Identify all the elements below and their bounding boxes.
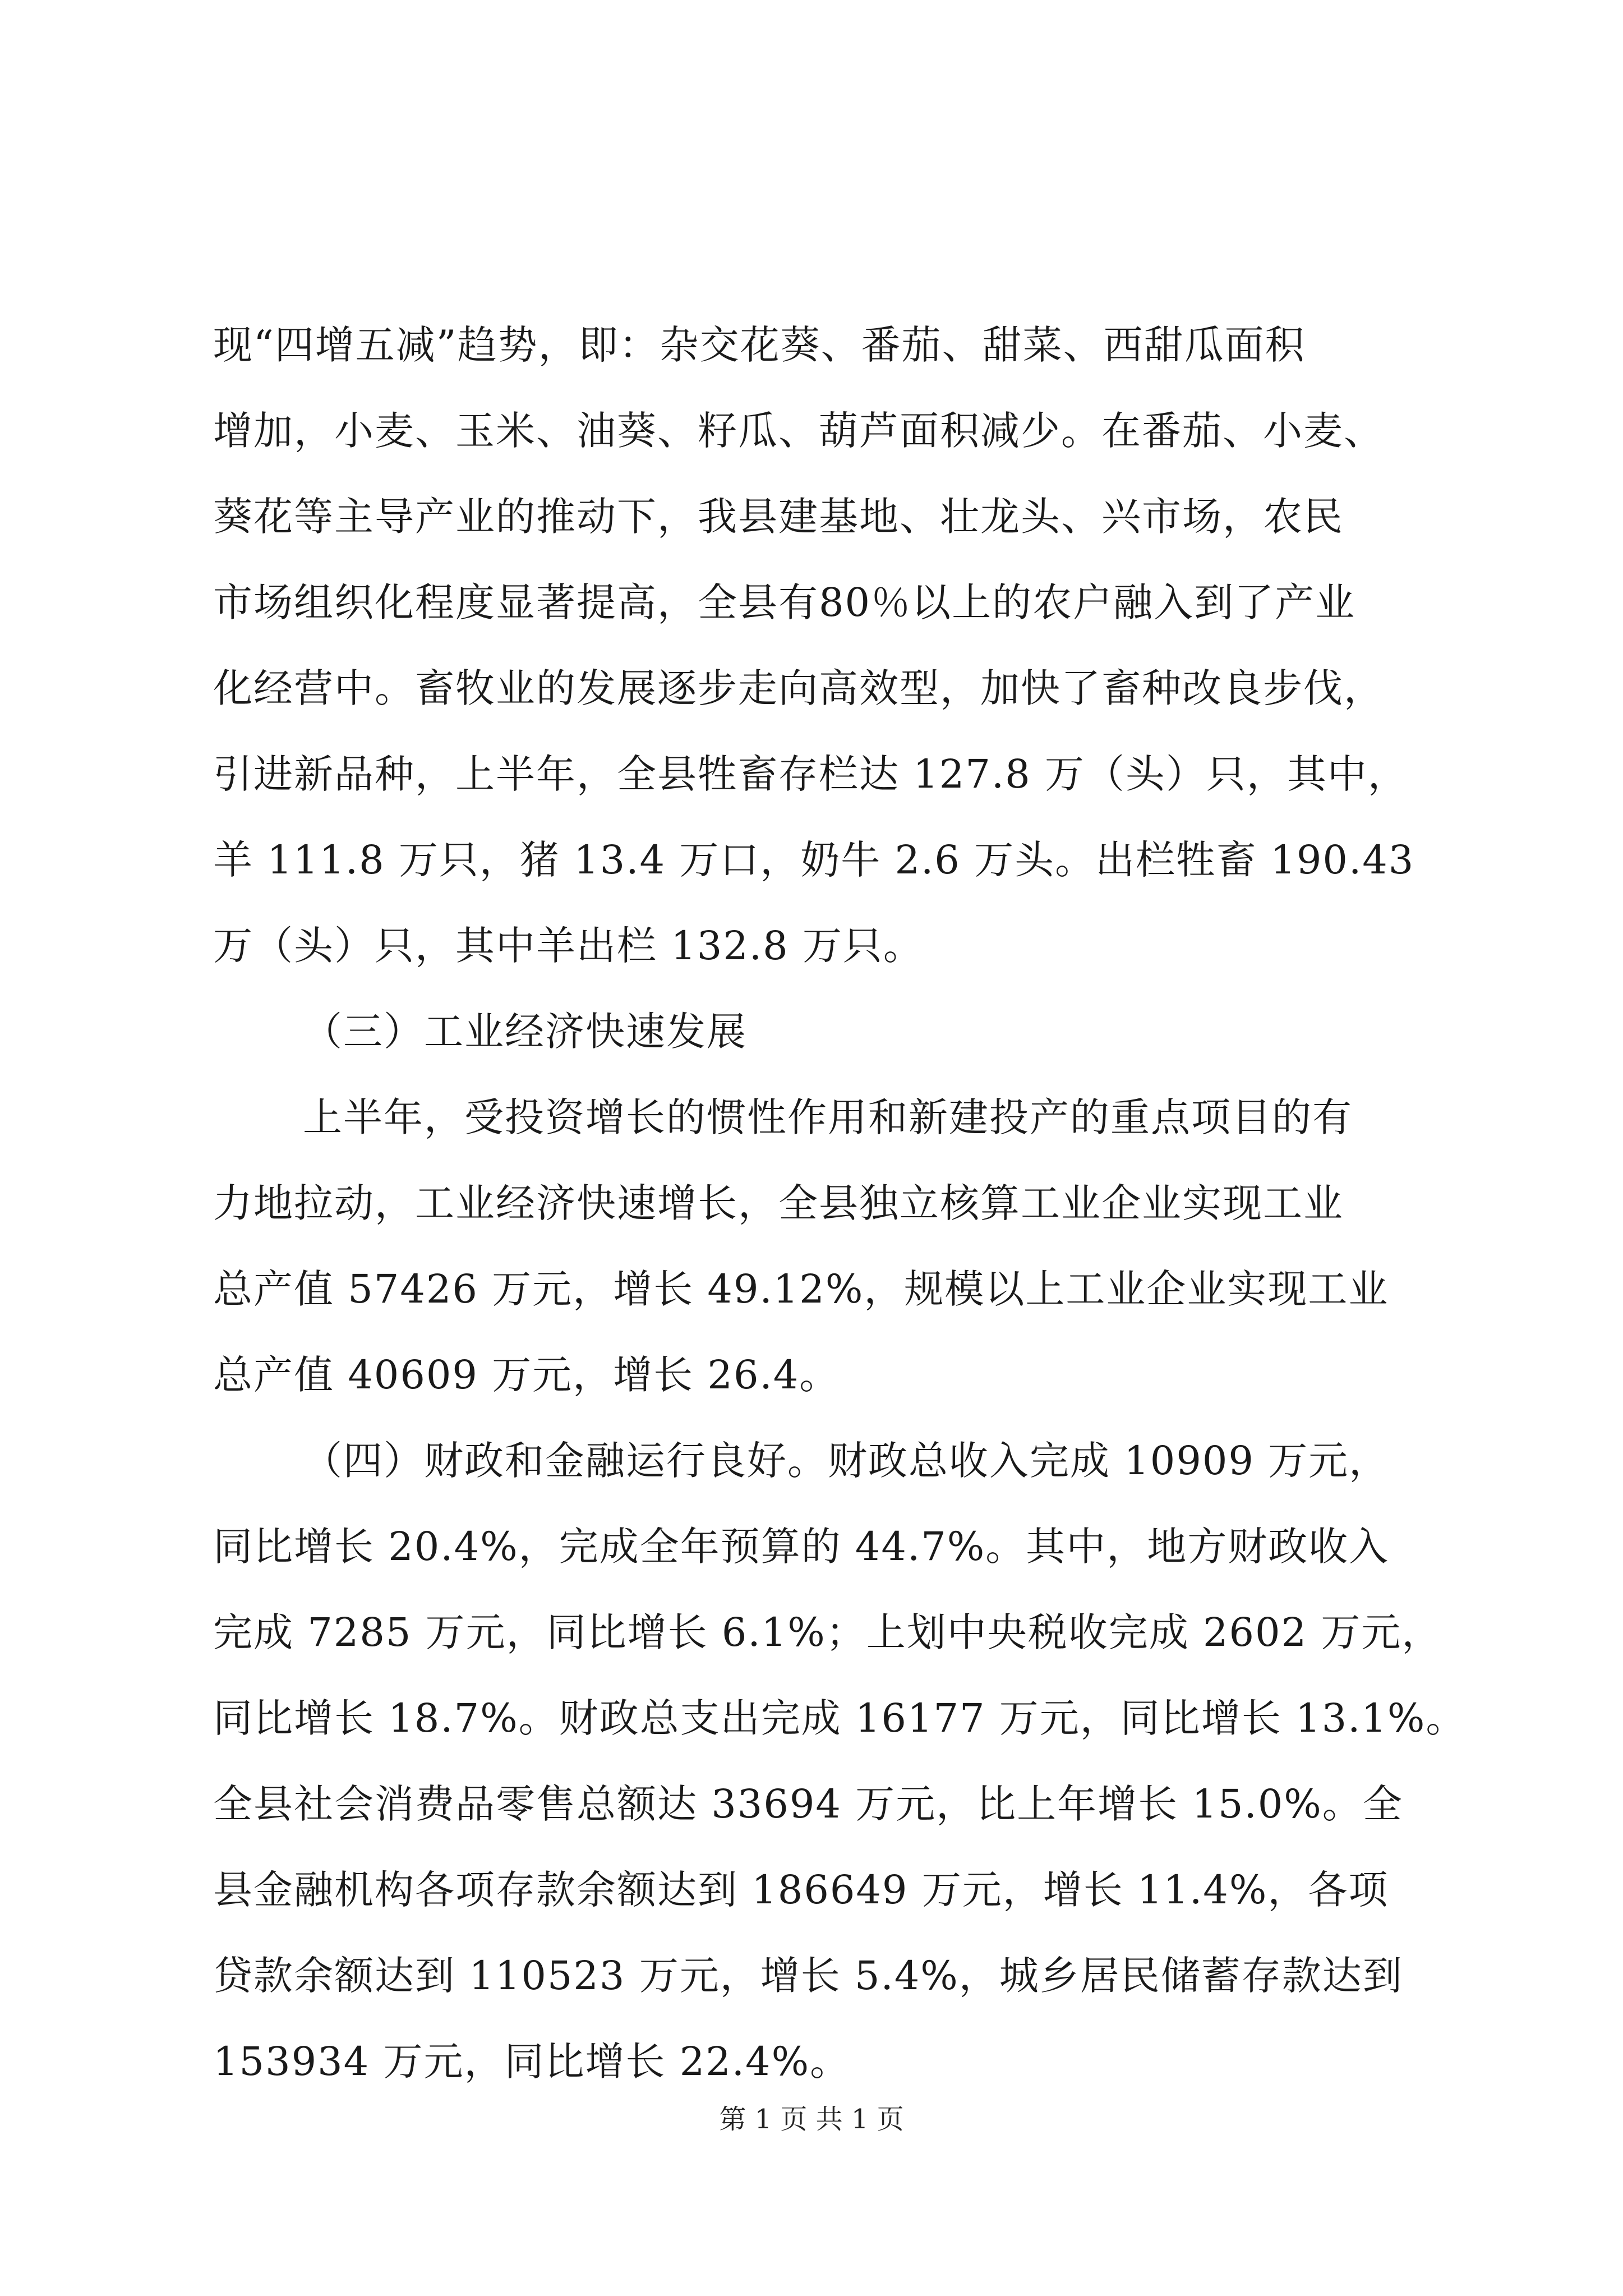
text-line: 增加，小麦、玉米、油葵、籽瓜、葫芦面积减少。在番茄、小麦、 bbox=[213, 408, 1384, 454]
page-footer: 第 1 页 共 1 页 bbox=[719, 2104, 904, 2135]
text-line: （四）财政和金融运行良好。财政总收入完成 10909 万元， bbox=[303, 1438, 1390, 1484]
text-line: 市场组织化程度显著提高，全县有80％以上的农户融入到了产业 bbox=[213, 579, 1356, 625]
text-line: 力地拉动，工业经济快速增长，全县独立核算工业企业实现工业 bbox=[213, 1180, 1344, 1226]
text-line: 万（头）只，其中羊出栏 132.8 万只。 bbox=[213, 923, 924, 969]
text-line: 上半年，受投资增长的惯性作用和新建投产的重点项目的有 bbox=[303, 1094, 1353, 1140]
text-line: 现“四增五减”趋势，即：杂交花葵、番茄、甜菜、西甜瓜面积 bbox=[213, 322, 1306, 368]
text-line: 全县社会消费品零售总额达 33694 万元，比上年增长 15.0%。全 bbox=[213, 1781, 1403, 1827]
text-line: 葵花等主导产业的推动下，我县建基地、壮龙头、兴市场，农民 bbox=[213, 494, 1344, 540]
text-line: 总产值 57426 万元，增长 49.12%，规模以上工业企业实现工业 bbox=[213, 1266, 1389, 1312]
text-line: 县金融机构各项存款余额达到 186649 万元，增长 11.4%，各项 bbox=[213, 1867, 1389, 1913]
text-line: 羊 111.8 万只，猪 13.4 万口，奶牛 2.6 万头。出栏牲畜 190.43 bbox=[213, 837, 1415, 883]
text-line: 引进新品种，上半年，全县牲畜存栏达 127.8 万（头）只，其中， bbox=[213, 751, 1408, 797]
text-line: 化经营中。畜牧业的发展逐步走向高效型，加快了畜种改良步伐， bbox=[213, 665, 1384, 711]
text-line: 同比增长 18.7%。财政总支出完成 16177 万元，同比增长 13.1%。 bbox=[213, 1695, 1467, 1741]
section-heading: （三）工业经济快速发展 bbox=[303, 1009, 747, 1055]
text-line: 完成 7285 万元，同比增长 6.1%；上划中央税收完成 2602 万元， bbox=[213, 1609, 1442, 1655]
text-line: 总产值 40609 万元，增长 26.4。 bbox=[213, 1352, 840, 1398]
text-line: 贷款余额达到 110523 万元，增长 5.4%，城乡居民储蓄存款达到 bbox=[213, 1953, 1403, 1999]
text-line: 153934 万元，同比增长 22.4%。 bbox=[213, 2039, 851, 2085]
text-line: 同比增长 20.4%，完成全年预算的 44.7%。其中，地方财政收入 bbox=[213, 1524, 1390, 1570]
